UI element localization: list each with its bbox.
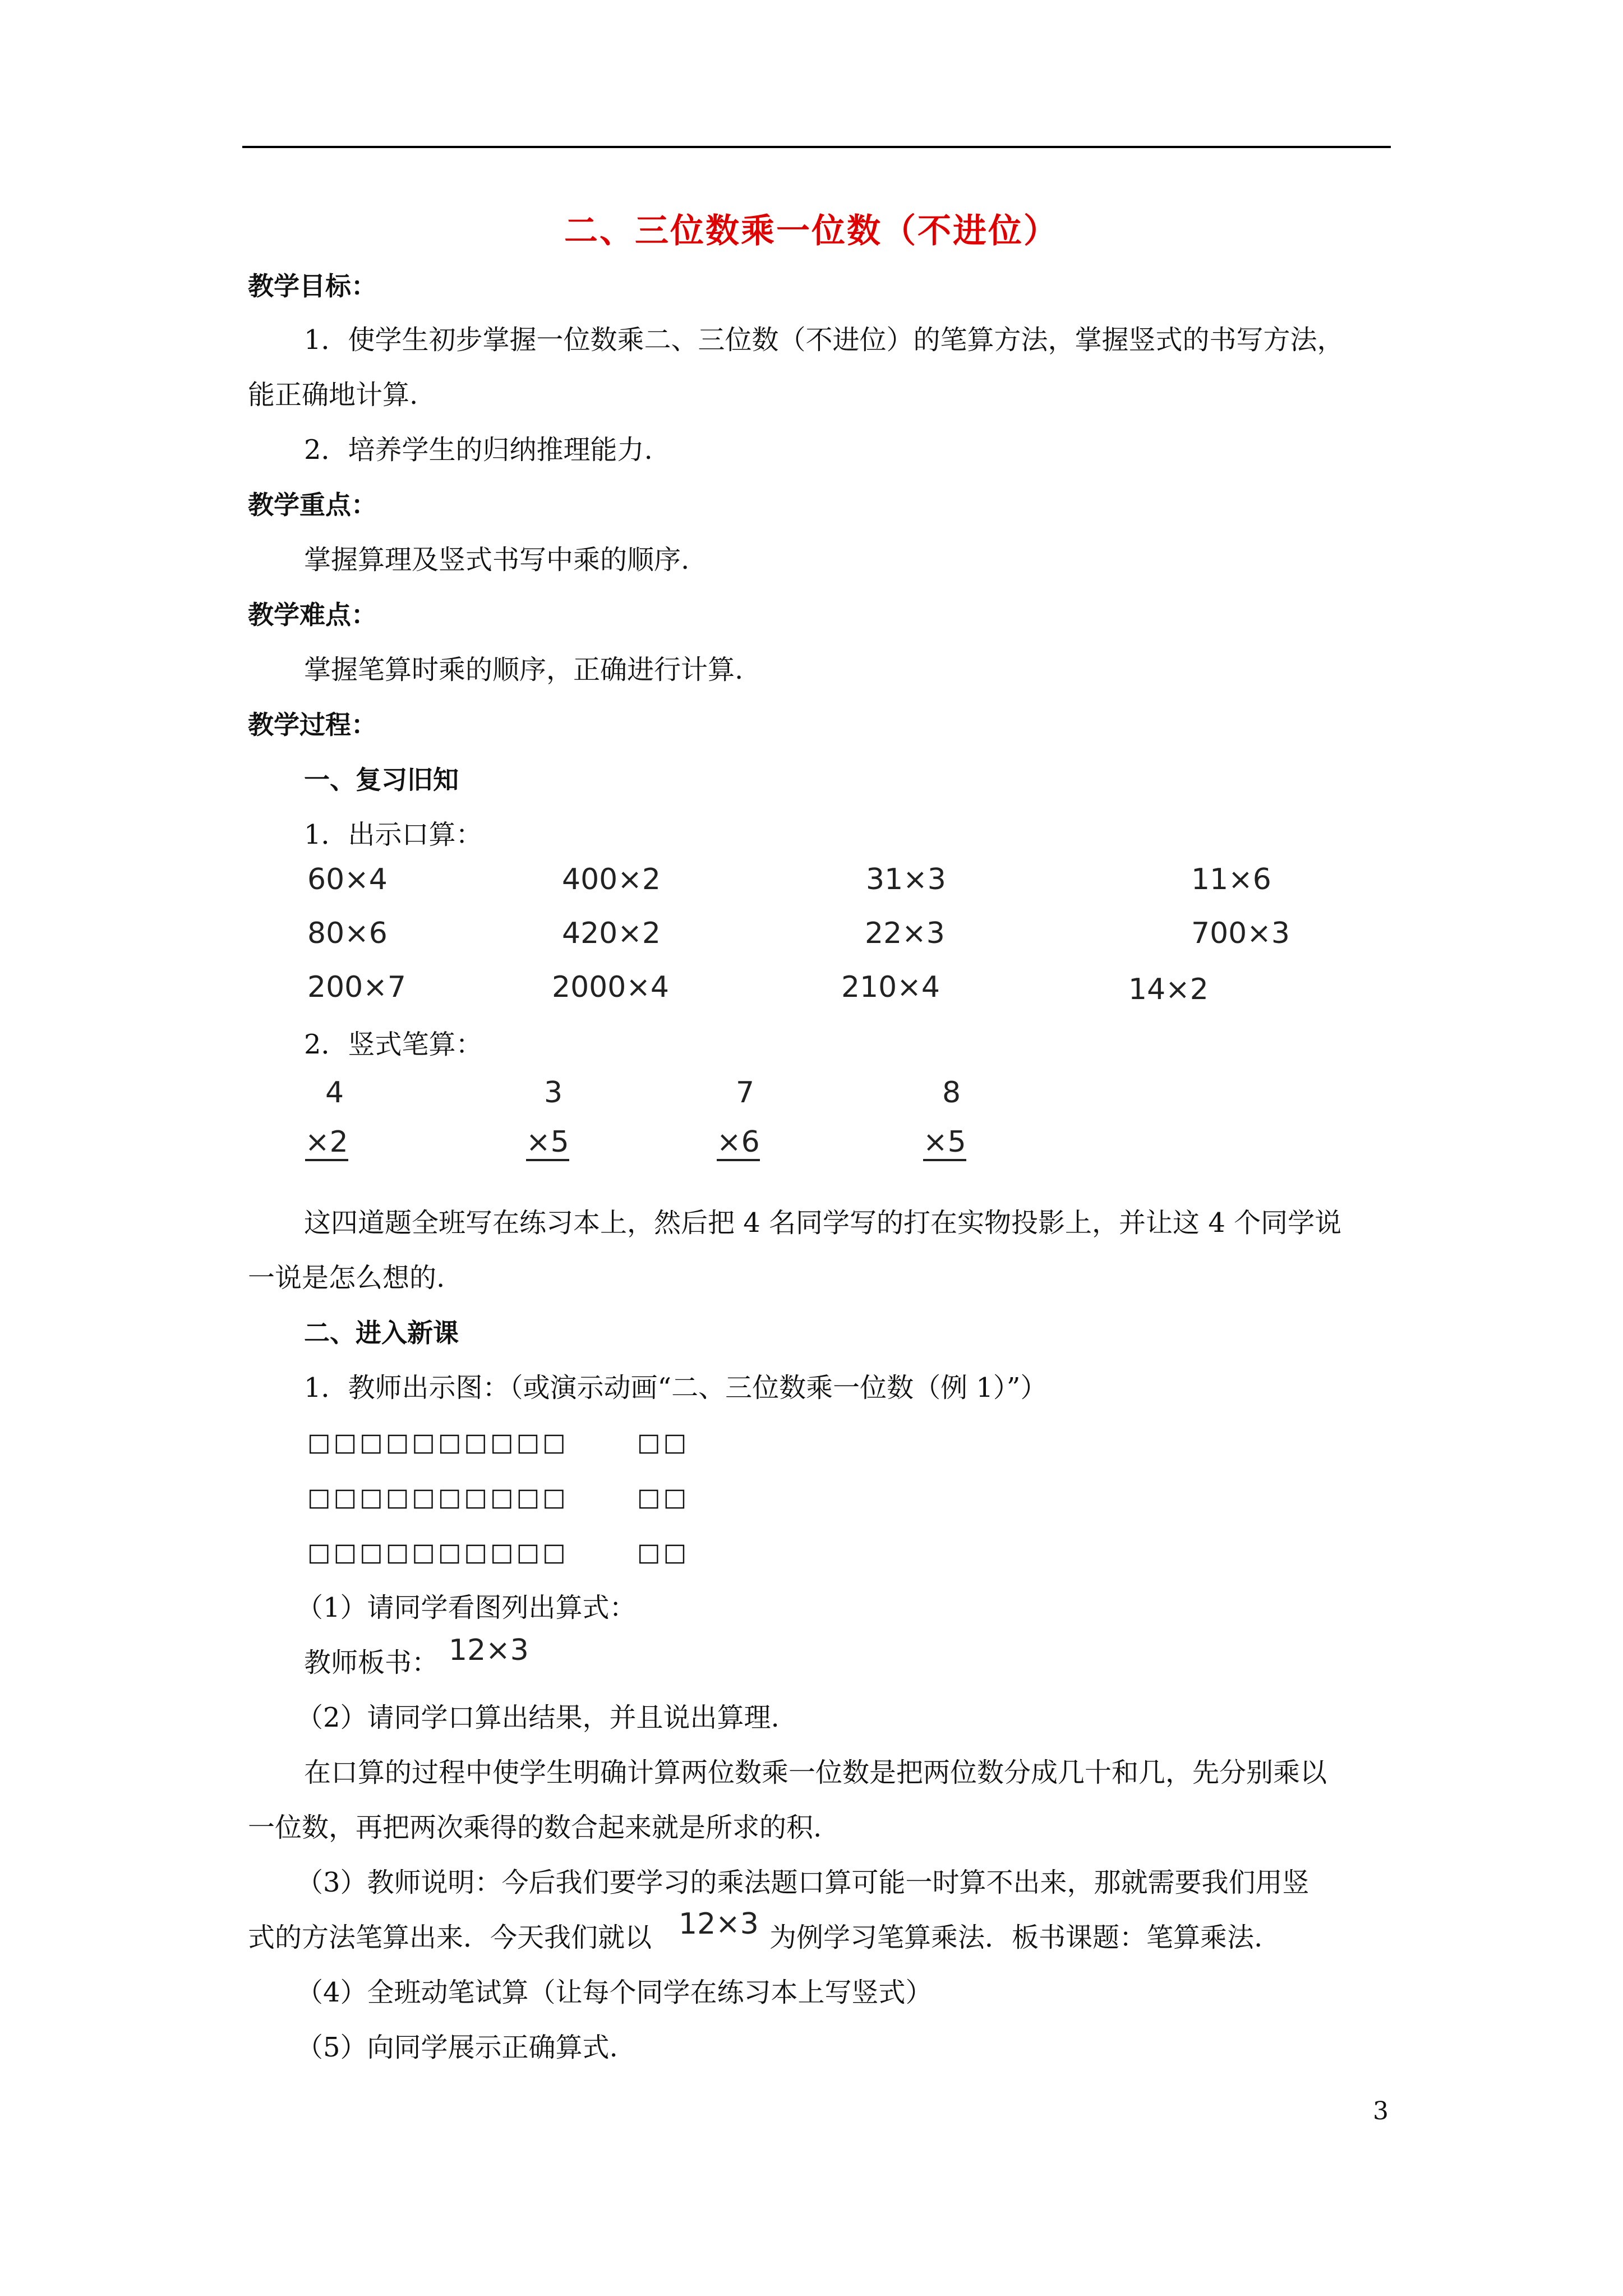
oral-item: 420×2 [562,917,661,950]
box-row-ones: □□ [637,1428,690,1457]
goal-1-line-1: 1．使学生初步掌握一位数乘二、三位数（不进位）的笔算方法，掌握竖式的书写方法， [304,324,1344,356]
box-row-tens: □□□□□□□□□□ [307,1428,569,1457]
vertical-top: 4 [325,1076,344,1110]
paragraph-1-line-1: 这四道题全班写在练习本上，然后把 4 名同学写的打在实物投影上，并让这 4 个同学说 [304,1207,1342,1239]
oral-item: 31×3 [866,863,946,896]
oral-item: 200×7 [307,970,406,1004]
vertical-bottom: ×2 [305,1125,348,1161]
vertical-bottom: ×6 [717,1125,760,1161]
vertical-top: 3 [544,1076,563,1110]
vertical-bottom: ×5 [526,1125,569,1161]
section-1-heading: 一、复习旧知 [304,765,459,795]
goal-2: 2．培养学生的归纳推理能力. [304,434,653,466]
oral-item: 210×4 [841,970,940,1004]
oral-item: 80×6 [307,917,388,950]
oral-item: 14×2 [1128,973,1209,1006]
box-row-tens: □□□□□□□□□□ [307,1483,569,1512]
paragraph-2-line-2: 一位数，再把两次乘得的数合起来就是所求的积. [248,1812,822,1843]
oral-item: 2000×4 [552,970,669,1004]
box-row-ones: □□ [637,1483,690,1512]
step-3-line-2b: 为例学习笔算乘法．板书课题：笔算乘法. [769,1922,1263,1953]
oral-item: 700×3 [1191,917,1290,950]
board-label: 教师板书： [304,1647,439,1678]
box-row-tens: □□□□□□□□□□ [307,1538,569,1567]
header-rule [242,146,1391,148]
box-row-ones: □□ [637,1538,690,1567]
vertical-bottom: ×5 [923,1125,966,1161]
vertical-bottom-wrap [526,1124,569,1161]
board-expression: 12×3 [449,1634,529,1667]
step-4: （4）全班动笔试算（让每个同学在练习本上写竖式） [296,1977,933,2008]
vertical-bottom-wrap [305,1124,348,1161]
step-5: （5）向同学展示正确算式. [296,2032,618,2063]
step-3-line-1: （3）教师说明：今后我们要学习的乘法题口算可能一时算不出来，那就需要我们用竖 [296,1867,1310,1898]
difficulties-text: 掌握笔算时乘的顺序，正确进行计算. [304,654,744,685]
oral-calc-label: 1．出示口算： [304,819,483,850]
section-2-heading: 二、进入新课 [304,1318,459,1348]
step-2: （2）请同学口算出结果，并且说出算理. [296,1702,780,1733]
oral-item: 22×3 [865,917,945,950]
show-figure-text: 1．教师出示图：（或演示动画“二、三位数乘一位数（例 1）”） [304,1372,1048,1404]
oral-item: 11×6 [1191,863,1271,896]
key-points-heading: 教学重点： [248,490,377,520]
vertical-bottom-wrap [923,1124,966,1161]
document-title: 二、三位数乘一位数（不进位） [564,211,1059,251]
vertical-top: 7 [736,1076,755,1110]
key-points-text: 掌握算理及竖式书写中乘的顺序. [304,544,690,576]
step-3-expression: 12×3 [679,1907,759,1941]
goal-1-line-2: 能正确地计算. [248,379,418,411]
difficulties-heading: 教学难点： [248,600,377,630]
step-1: （1）请同学看图列出算式： [296,1592,637,1623]
page-number: 3 [1373,2097,1389,2125]
vertical-calc-label: 2．竖式笔算： [304,1029,483,1060]
step-3-line-2a: 式的方法笔算出来．今天我们就以 [248,1922,652,1953]
vertical-bottom-wrap [717,1124,760,1161]
oral-item: 400×2 [562,863,661,896]
goals-heading: 教学目标： [248,271,377,301]
oral-item: 60×4 [307,863,388,896]
vertical-top: 8 [942,1076,961,1110]
paragraph-1-line-2: 一说是怎么想的. [248,1262,445,1294]
paragraph-2-line-1: 在口算的过程中使学生明确计算两位数乘一位数是把两位数分成几十和几，先分别乘以 [304,1757,1327,1788]
process-heading: 教学过程： [248,710,377,740]
